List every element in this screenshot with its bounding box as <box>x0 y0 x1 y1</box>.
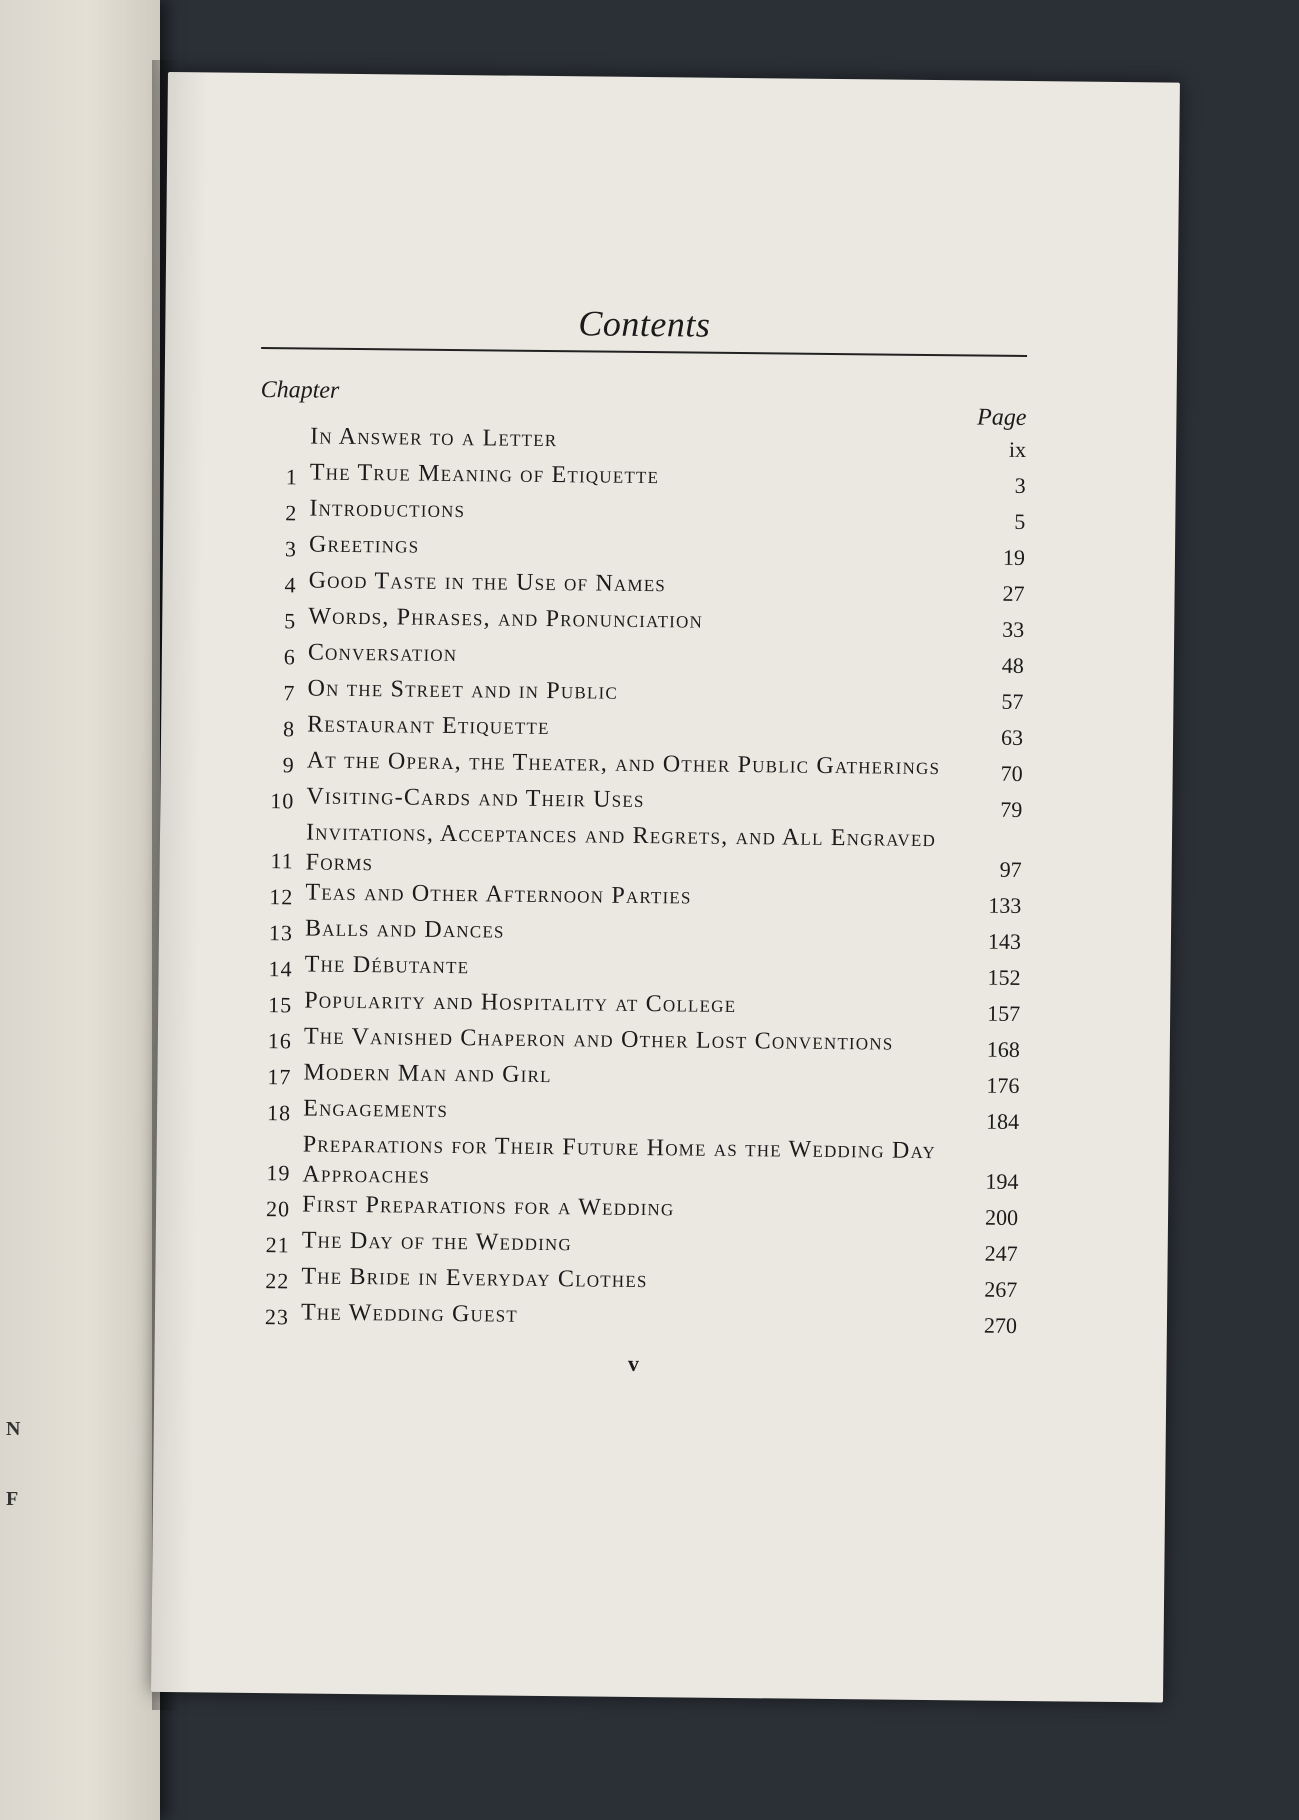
chapter-number: 7 <box>283 680 296 706</box>
page-number: 168 <box>986 1036 1020 1062</box>
facing-page-text-fragment: N <box>6 1418 22 1440</box>
chapter-number: 1 <box>285 464 298 490</box>
page-number: 133 <box>988 892 1022 918</box>
chapter-number: 21 <box>265 1232 290 1258</box>
chapter-title: Visiting-Cards and Their Uses <box>306 783 645 814</box>
facing-page <box>0 0 160 1820</box>
page-number: 3 <box>1014 472 1026 499</box>
page-number: 63 <box>1000 724 1024 750</box>
chapter-number: 14 <box>268 956 293 982</box>
page-number: 267 <box>984 1276 1018 1302</box>
page-number: ix <box>1008 436 1027 463</box>
page-number: 79 <box>1000 796 1023 822</box>
toc-entry <box>256 817 1023 885</box>
chapter-title: Introductions <box>309 495 466 524</box>
chapter-column-header: Chapter <box>260 376 340 404</box>
page-folio: v <box>627 1350 640 1377</box>
chapter-number: 17 <box>267 1064 292 1090</box>
chapter-number: 3 <box>284 536 298 562</box>
page-number: 33 <box>1002 616 1025 642</box>
chapter-number: 9 <box>282 752 295 778</box>
chapter-number: 10 <box>270 788 295 814</box>
page-number: 176 <box>986 1072 1020 1098</box>
chapter-number: 11 <box>270 848 294 874</box>
facing-page-text-fragment: F <box>6 1488 20 1510</box>
chapter-title: Good Taste in the Use of Names <box>308 567 667 598</box>
chapter-title: Balls and Dances <box>304 915 505 944</box>
page-number: 200 <box>984 1204 1019 1230</box>
chapter-title: The Bride in Everyday Clothes <box>301 1263 648 1294</box>
page-number: 19 <box>1002 544 1026 570</box>
page-number: 184 <box>985 1108 1020 1134</box>
chapter-title: Words, Phrases, and Pronunciation <box>308 603 704 634</box>
chapter-number: 5 <box>284 608 297 634</box>
chapter-title: Popularity and Hospitality at College <box>304 987 737 1019</box>
page-number: 5 <box>1014 508 1026 535</box>
chapter-title: Restaurant Etiquette <box>307 711 550 741</box>
chapter-title: In Answer to a Letter <box>310 423 558 453</box>
toc-entry <box>252 1129 1019 1197</box>
page-number: 57 <box>1001 688 1024 714</box>
chapter-number: 12 <box>269 884 294 910</box>
chapter-number: 16 <box>267 1028 292 1054</box>
chapter-title: The True Meaning of Etiquette <box>309 459 660 490</box>
chapter-title: Modern Man and Girl <box>303 1059 552 1089</box>
page-number: 27 <box>1002 580 1025 606</box>
chapter-number: 23 <box>264 1304 290 1330</box>
page-number: 143 <box>987 928 1022 954</box>
chapter-title: First Preparations for a Wedding <box>302 1191 675 1222</box>
table-of-contents <box>250 299 1027 1381</box>
chapter-number: 2 <box>285 500 298 526</box>
chapter-title: The Vanished Chaperon and Other Lost Conventions <box>303 1023 894 1056</box>
chapter-number: 4 <box>284 572 297 598</box>
page-title: Contents <box>578 303 711 345</box>
chapter-title: Invitations, Acceptances and Regrets, and All Engraved Forms <box>305 819 937 877</box>
title-rule <box>261 347 1027 357</box>
chapter-title: At the Opera, the Theater, and Other Public Gatherings <box>306 747 941 781</box>
chapter-number: 18 <box>266 1100 292 1126</box>
chapter-title: On the Street and in Public <box>307 675 619 705</box>
contents-page <box>151 72 1180 1703</box>
page-number: 157 <box>987 1000 1021 1026</box>
chapter-number: 20 <box>265 1196 291 1222</box>
chapter-title: Greetings <box>308 531 420 559</box>
toc-entries <box>251 421 1027 1341</box>
page-number: 70 <box>1000 760 1023 786</box>
page-number: 247 <box>984 1240 1018 1266</box>
chapter-number: 15 <box>268 992 293 1018</box>
chapter-title: Preparations for Their Future Home as the Wedding Day Approaches <box>302 1131 937 1189</box>
page-number: 97 <box>999 856 1022 882</box>
page-column-header: Page <box>976 404 1027 432</box>
chapter-title: Engagements <box>303 1095 449 1123</box>
page-number: 152 <box>987 964 1021 990</box>
chapter-number: 19 <box>266 1160 291 1186</box>
chapter-number: 22 <box>265 1268 290 1294</box>
chapter-title: The Wedding Guest <box>300 1299 519 1328</box>
chapter-title: The Day of the Wedding <box>301 1227 573 1257</box>
toc-entry <box>251 1297 1017 1341</box>
chapter-number: 8 <box>282 716 296 742</box>
chapter-title: Teas and Other Afternoon Parties <box>305 879 692 910</box>
page-number: 194 <box>985 1168 1019 1194</box>
chapter-title: The Débutante <box>304 951 470 980</box>
chapter-number: 6 <box>283 644 297 670</box>
chapter-number: 13 <box>268 920 294 946</box>
page-number: 270 <box>983 1312 1018 1338</box>
chapter-title: Conversation <box>307 639 458 668</box>
page-number: 48 <box>1001 652 1024 678</box>
